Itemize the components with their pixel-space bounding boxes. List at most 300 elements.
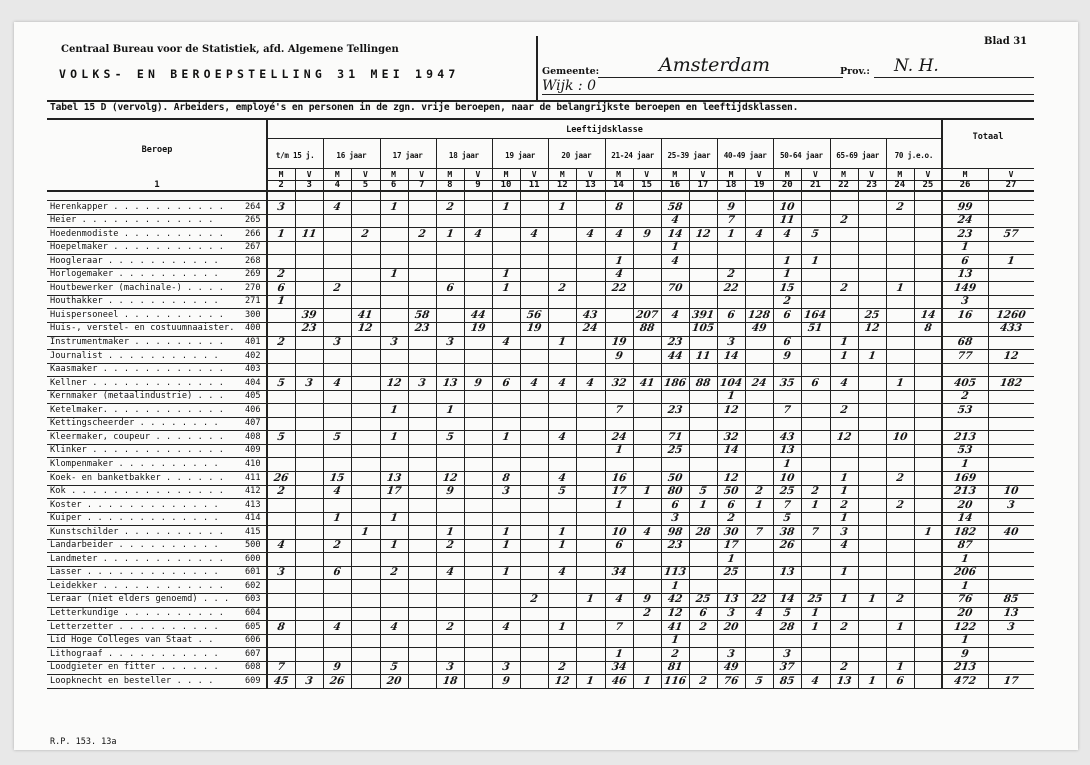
cell-value: 4: [332, 200, 342, 213]
cell-value: 41: [666, 620, 683, 633]
cell-value: 3: [726, 336, 736, 348]
cell-value: 149: [953, 281, 977, 294]
cell-value: 1: [670, 579, 680, 592]
cell-value: 19: [469, 322, 487, 335]
cell-value: 1: [389, 403, 399, 416]
cell-value: 4: [782, 227, 792, 240]
form-number: R.P. 153. 13a: [50, 737, 117, 747]
row-code: 608: [245, 662, 261, 673]
row-label: Lithograaf . . . . . . . . . . .: [50, 648, 219, 659]
cell-value: 1: [810, 254, 820, 267]
gemeente-value: Amsterdam: [659, 54, 770, 76]
cell-value: 1: [642, 674, 652, 687]
sex-divider: [914, 168, 915, 688]
cell-value: 19: [610, 336, 627, 348]
agegroup-divider: [548, 138, 549, 688]
cell-value: 25: [807, 593, 824, 606]
cell-value: 9: [501, 674, 511, 687]
cell-value: 12: [666, 607, 683, 619]
cell-value: 2: [726, 512, 736, 525]
cell-value: 23: [956, 227, 974, 240]
column-number: 9: [475, 180, 481, 190]
row-label: Horlogemaker . . . . . . . . . .: [50, 269, 219, 280]
cell-value: 77: [956, 349, 974, 362]
cell-value: 25: [779, 485, 796, 498]
cell-value: 2: [895, 471, 905, 484]
cell-value: 5: [810, 227, 820, 240]
row-divider: [47, 214, 1034, 215]
cell-value: 2: [445, 539, 455, 552]
cell-value: 12: [357, 322, 374, 335]
sex-label: M: [897, 170, 903, 179]
sex-label: V: [363, 170, 368, 179]
column-number: 1: [154, 180, 160, 190]
cell-value: 5: [276, 376, 286, 389]
cell-value: 26: [779, 539, 796, 552]
row-divider: [47, 363, 1034, 364]
cell-value: 1: [867, 349, 877, 362]
cell-value: 4: [614, 593, 624, 606]
cell-value: 5: [698, 485, 708, 498]
cell-value: 1: [642, 485, 652, 498]
cell-value: 3: [501, 485, 511, 498]
cell-value: 3: [670, 512, 680, 525]
cell-value: 1: [895, 661, 905, 674]
row-label: Huis-, verstel- en costuumnaaister.: [50, 323, 235, 334]
cell-value: 4: [839, 539, 849, 552]
cell-value: 1: [960, 457, 970, 470]
cell-value: 11: [779, 214, 796, 227]
sex-divider: [351, 168, 352, 688]
row-code: 607: [245, 648, 261, 659]
row-divider: [47, 444, 1034, 445]
row-label: Kunstschilder . . . . . . . . . .: [50, 526, 225, 537]
table-rule-bottom: [47, 688, 1034, 690]
cell-value: 2: [839, 403, 849, 416]
cell-value: 1: [501, 566, 511, 579]
cell-value: 1: [389, 430, 399, 443]
row-code: 406: [245, 404, 261, 415]
cell-value: 13: [779, 444, 796, 457]
cell-value: 1: [867, 674, 877, 687]
cell-value: 4: [839, 376, 849, 389]
cell-value: 1: [1006, 254, 1016, 267]
cell-value: 182: [953, 525, 977, 538]
cell-value: 14: [956, 512, 974, 525]
cell-value: 12: [863, 322, 880, 335]
cell-value: 1: [614, 498, 624, 511]
prov-value: N. H.: [894, 56, 939, 76]
cell-value: 2: [839, 620, 849, 633]
cell-value: 58: [413, 308, 430, 321]
row-label: Koster . . . . . . . . . . . . .: [50, 499, 219, 510]
cell-value: 14: [722, 444, 740, 457]
cell-value: 6: [276, 281, 286, 294]
cell-value: 1: [782, 457, 792, 470]
row-divider: [47, 525, 1034, 526]
cell-value: 1: [726, 390, 736, 403]
column-number: 10: [500, 180, 512, 190]
cell-value: 1: [670, 634, 680, 647]
cell-value: 14: [666, 227, 683, 240]
cell-value: 7: [754, 525, 764, 538]
cell-value: 4: [585, 376, 595, 389]
cell-value: 6: [810, 376, 820, 389]
cell-value: 11: [301, 227, 318, 240]
cell-value: 13: [441, 376, 458, 389]
cell-value: 4: [754, 227, 764, 240]
cell-value: 23: [666, 403, 683, 416]
column-number: 22: [838, 180, 849, 190]
row-divider: [47, 390, 1034, 391]
cell-value: 5: [276, 430, 286, 443]
cell-value: 38: [779, 525, 796, 538]
row-label: Kok . . . . . . . . . . . . . . .: [50, 486, 225, 497]
sex-label: M: [672, 170, 678, 179]
cell-value: 5: [782, 607, 792, 619]
row-label: Houtbewerker (machinale-) . . . .: [50, 282, 225, 293]
age-group-6: 20 jaar: [561, 151, 592, 160]
column-number: 7: [418, 180, 425, 190]
cell-value: 4: [670, 254, 680, 267]
cell-value: 20: [385, 674, 402, 687]
row-label: Klompenmaker . . . . . . . . . .: [50, 458, 219, 469]
cell-value: 37: [779, 661, 796, 674]
cell-value: 1: [895, 620, 905, 633]
cell-value: 4: [642, 525, 652, 538]
row-code: 601: [245, 567, 261, 578]
row-code: 603: [245, 594, 261, 605]
sex-divider: [858, 168, 859, 688]
cell-value: 13: [956, 268, 974, 281]
cell-value: 2: [445, 620, 455, 633]
row-code: 264: [245, 201, 261, 212]
age-group-1: t/m 15 j.: [275, 151, 315, 160]
cell-value: 80: [666, 485, 683, 498]
cell-value: 23: [666, 539, 683, 552]
cell-value: 13: [779, 566, 796, 579]
cell-value: 4: [501, 620, 511, 633]
cell-value: 13: [385, 471, 402, 484]
cell-value: 9: [445, 485, 455, 498]
agegroup-divider: [323, 138, 324, 688]
age-group-5: 19 jaar: [505, 151, 536, 160]
cell-value: 40: [1002, 525, 1020, 538]
cell-value: 2: [810, 485, 820, 498]
leeftijdsklasse-header: Leeftijdsklasse: [566, 125, 643, 135]
totaal-header: Totaal: [972, 132, 1004, 142]
cell-value: 12: [441, 471, 458, 484]
cell-value: 2: [332, 539, 342, 552]
row-label: Herenkapper . . . . . . . . . . .: [50, 201, 225, 212]
cell-value: 4: [529, 227, 539, 240]
occupation-age-table: [14, 22, 1078, 750]
cell-value: 58: [666, 200, 683, 213]
sex-label: M: [334, 170, 340, 179]
cell-value: 1: [389, 268, 399, 281]
cell-value: 18: [441, 674, 458, 687]
cell-value: 1: [895, 376, 905, 389]
cell-value: 12: [694, 227, 712, 240]
cell-value: 213: [953, 485, 977, 498]
cell-value: 7: [782, 403, 792, 416]
cell-value: 1: [557, 525, 567, 538]
cell-value: 5: [332, 430, 342, 443]
cell-value: 4: [585, 227, 595, 240]
cell-value: 68: [956, 336, 974, 348]
cell-value: 17: [722, 539, 740, 552]
cell-value: 22: [610, 281, 627, 294]
cell-value: 1: [360, 525, 370, 538]
cell-value: 4: [332, 620, 342, 633]
sex-divider: [408, 168, 409, 688]
cell-value: 44: [666, 349, 683, 362]
cell-value: 17: [1002, 674, 1020, 687]
cell-value: 433: [999, 322, 1023, 335]
cell-value: 13: [1002, 607, 1020, 619]
cell-value: 53: [956, 403, 974, 416]
cell-value: 88: [694, 376, 712, 389]
cell-value: 2: [698, 620, 708, 633]
cell-value: 4: [529, 376, 539, 389]
cell-value: 4: [670, 308, 680, 321]
cell-value: 3: [960, 295, 970, 308]
cell-value: 6: [895, 674, 905, 687]
row-code: 268: [245, 255, 261, 266]
column-number: 23: [866, 180, 878, 190]
cell-value: 1: [501, 268, 511, 281]
sex-label: V: [644, 170, 650, 179]
cell-value: 186: [663, 376, 687, 389]
cell-value: 1: [585, 593, 595, 606]
cell-value: 6: [782, 308, 792, 321]
cell-value: 12: [1002, 349, 1020, 362]
row-divider: [47, 539, 1034, 540]
cell-value: 1: [276, 227, 286, 240]
row-label: Leraar (niet elders genoemd) . . .: [50, 594, 230, 605]
cell-value: 2: [895, 593, 905, 606]
row-code: 415: [245, 526, 261, 537]
row-code: 402: [245, 350, 261, 361]
cell-value: 2: [839, 661, 849, 674]
sex-label: M: [503, 170, 509, 179]
column-number: 19: [753, 180, 765, 190]
cell-value: 6: [332, 566, 342, 579]
column-number: 26: [959, 180, 971, 190]
cell-value: 3: [445, 661, 455, 674]
cell-value: 1: [839, 566, 849, 579]
row-label: Letterzetter . . . . . . . . . .: [50, 621, 219, 632]
sex-label: V: [925, 170, 931, 179]
cell-value: 7: [276, 661, 286, 674]
cell-value: 5: [557, 485, 567, 498]
cell-value: 41: [357, 308, 374, 321]
sex-label: M: [559, 170, 565, 179]
cell-value: 49: [722, 661, 740, 674]
cell-value: 6: [726, 308, 736, 321]
cell-value: 9: [642, 593, 652, 606]
cell-value: 1: [810, 498, 820, 511]
cell-value: 1: [960, 552, 970, 565]
age-group-8: 25-39 jaar: [667, 151, 711, 160]
cell-value: 9: [726, 200, 736, 213]
column-number: 27: [1005, 180, 1017, 190]
row-code: 265: [245, 215, 261, 226]
cell-value: 26: [329, 674, 346, 687]
cell-value: 4: [557, 430, 567, 443]
cell-value: 70: [666, 281, 683, 294]
bureau-name: Centraal Bureau voor de Statistiek, afd. Algemene Tellingen: [61, 44, 399, 55]
cell-value: 1: [614, 444, 624, 457]
cell-value: 20: [956, 498, 974, 511]
cell-value: 23: [301, 322, 318, 335]
column-number: 20: [781, 180, 793, 190]
cell-value: 1: [895, 281, 905, 294]
sex-label: M: [447, 170, 453, 179]
cell-value: 16: [610, 471, 627, 484]
sex-label: M: [962, 170, 968, 179]
column-number: 16: [669, 180, 681, 190]
cell-value: 391: [691, 308, 715, 321]
cell-value: 1: [585, 674, 595, 687]
cell-value: 10: [779, 200, 796, 213]
cell-value: 42: [666, 593, 683, 606]
cell-value: 1: [276, 295, 286, 308]
cell-value: 32: [722, 430, 740, 443]
cell-value: 8: [276, 620, 286, 633]
cell-value: 17: [610, 485, 627, 498]
cell-value: 9: [332, 661, 342, 674]
cell-value: 3: [445, 336, 455, 348]
cell-value: 41: [638, 376, 655, 389]
cell-value: 71: [666, 430, 683, 443]
row-divider: [47, 268, 1034, 269]
cell-value: 34: [610, 661, 627, 674]
row-label: Landmeter . . . . . . . . . . . .: [50, 553, 225, 564]
cell-value: 1: [960, 241, 970, 254]
cell-value: 4: [445, 566, 455, 579]
cell-value: 25: [722, 566, 740, 579]
cell-value: 1: [839, 485, 849, 498]
cell-value: 28: [694, 525, 712, 538]
row-label: Leidekker . . . . . . . . . . . .: [50, 580, 225, 591]
cell-value: 1: [557, 539, 567, 552]
sex-label: V: [588, 170, 593, 179]
cell-value: 2: [670, 647, 680, 660]
row-code: 269: [245, 269, 261, 280]
cell-value: 7: [614, 403, 624, 416]
cell-value: 22: [722, 281, 740, 294]
row-label: Instrumentmaker . . . . . . . . .: [50, 337, 225, 347]
row-divider: [47, 607, 1034, 608]
cell-value: 1: [501, 539, 511, 552]
row-divider: [47, 295, 1034, 296]
age-group-12: 70 j.e.o.: [894, 151, 934, 160]
sex-divider: [576, 168, 577, 688]
cell-value: 50: [722, 485, 740, 498]
cell-value: 3: [1006, 620, 1016, 633]
cell-value: 11: [694, 349, 712, 362]
cell-value: 4: [557, 471, 567, 484]
cell-value: 1: [698, 498, 708, 511]
cell-value: 1: [839, 336, 849, 348]
cell-value: 1: [557, 620, 567, 633]
cell-value: 35: [779, 376, 796, 389]
sex-label: V: [419, 170, 425, 179]
cell-value: 2: [960, 390, 970, 403]
cell-value: 13: [722, 593, 740, 606]
row-code: 300: [245, 309, 261, 320]
agegroup-rule: [267, 168, 1034, 169]
cell-value: 7: [810, 525, 820, 538]
cell-value: 116: [663, 674, 687, 687]
cell-value: 113: [663, 566, 687, 579]
row-code: 412: [245, 486, 261, 497]
cell-value: 182: [999, 376, 1023, 389]
row-code: 413: [245, 499, 261, 510]
cell-value: 3: [389, 336, 399, 348]
cell-value: 10: [891, 430, 908, 443]
column-number: 3: [306, 180, 312, 190]
cell-value: 1: [557, 336, 567, 348]
column-number: 14: [613, 180, 624, 190]
cell-value: 7: [782, 498, 792, 511]
cell-value: 7: [614, 620, 624, 633]
sex-divider: [464, 168, 465, 688]
sex-label: M: [841, 170, 846, 179]
cell-value: 23: [413, 322, 430, 335]
cell-value: 76: [956, 593, 974, 606]
cell-value: 50: [666, 471, 683, 484]
cell-value: 2: [557, 281, 567, 294]
row-label: Houthakker . . . . . . . . . . .: [50, 296, 219, 307]
row-code: 602: [245, 580, 261, 591]
cell-value: 17: [385, 485, 402, 498]
row-label: Kettingscheerder . . . . . . . .: [50, 418, 219, 429]
cell-value: 8: [614, 200, 624, 213]
cell-value: 43: [779, 430, 796, 443]
cell-value: 9: [642, 227, 652, 240]
row-divider: [47, 566, 1034, 567]
cell-value: 2: [276, 268, 286, 281]
age-group-10: 50-64 jaar: [780, 151, 823, 160]
cell-value: 206: [953, 566, 977, 579]
cell-value: 213: [953, 661, 977, 674]
census-form-sheet: [14, 22, 1078, 750]
cell-value: 4: [501, 336, 511, 348]
cell-value: 213: [953, 430, 977, 443]
cell-value: 2: [839, 498, 849, 511]
cell-value: 3: [332, 336, 342, 348]
cell-value: 2: [557, 661, 567, 674]
cell-value: 1: [782, 268, 792, 281]
row-label: Koek- en banketbakker . . . . . .: [50, 472, 225, 483]
cell-value: 3: [304, 674, 314, 687]
cell-value: 6: [614, 539, 624, 552]
row-code: 605: [245, 621, 261, 632]
row-label: Kernmaker (metaalindustrie) . . .: [50, 391, 225, 402]
row-code: 410: [245, 458, 261, 469]
sex-divider: [295, 168, 296, 688]
row-code: 271: [245, 296, 261, 307]
cell-value: 4: [389, 620, 399, 633]
cell-value: 4: [614, 268, 624, 281]
cell-value: 2: [417, 227, 427, 240]
row-divider: [47, 634, 1034, 635]
row-label: Kleermaker, coupeur . . . . . . .: [50, 431, 225, 442]
cell-value: 6: [698, 607, 708, 619]
cell-value: 104: [719, 376, 743, 389]
